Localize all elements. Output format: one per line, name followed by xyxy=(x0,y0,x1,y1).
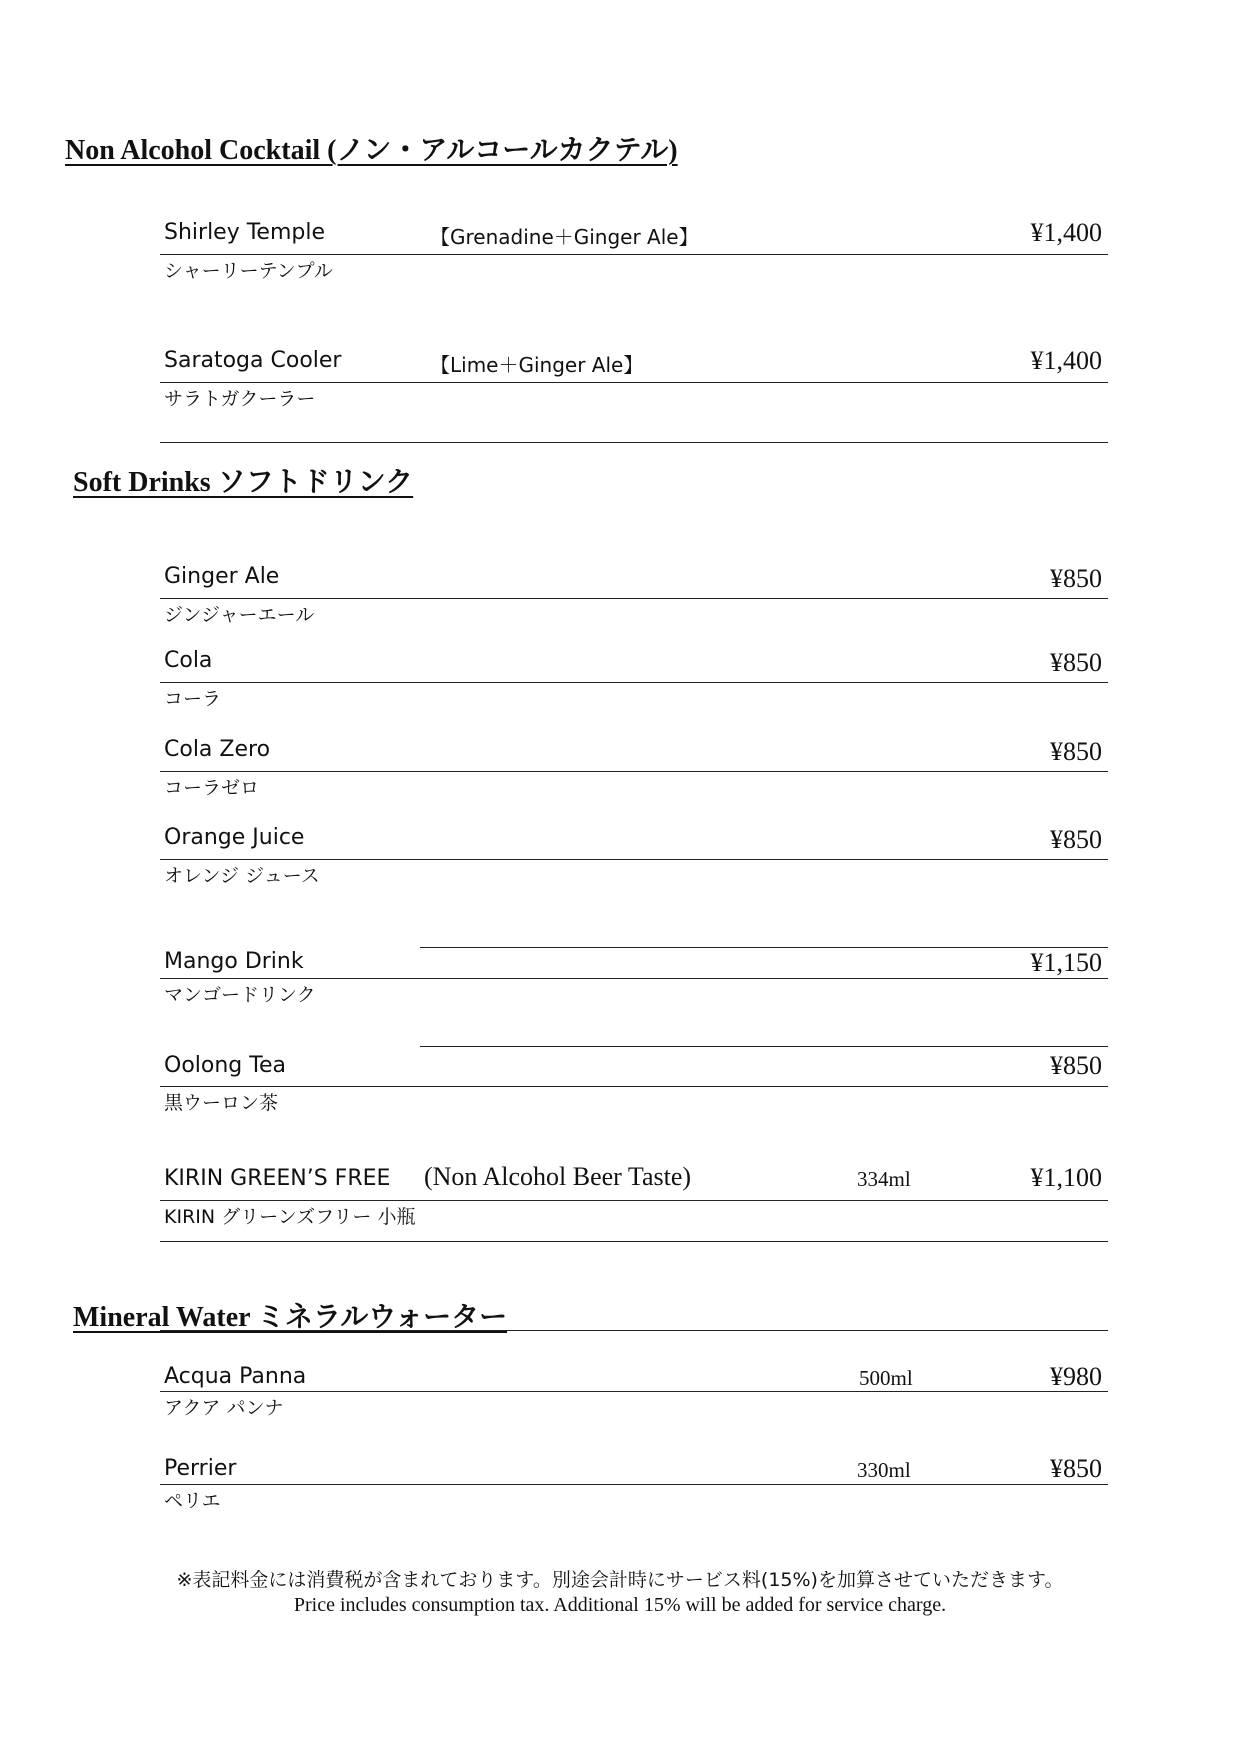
menu-item-name: Orange Juice xyxy=(164,825,305,850)
menu-item-price: ¥1,150 xyxy=(1030,948,1102,977)
menu-item-japanese-name: シャーリーテンプル xyxy=(164,260,333,282)
menu-item-japanese-name: コーラゼロ xyxy=(164,777,260,799)
item-divider xyxy=(160,1200,1108,1201)
item-divider xyxy=(160,254,1108,255)
menu-item-name: Acqua Panna xyxy=(164,1364,307,1389)
menu-item-price: ¥1,400 xyxy=(1030,346,1102,375)
menu-item-name: KIRIN GREEN’S FREE xyxy=(164,1166,391,1191)
section-title-non-alcohol-cocktail: Non Alcohol Cocktail (ノン・アルコールカクテル) xyxy=(65,135,678,166)
menu-item-name: Oolong Tea xyxy=(164,1053,286,1078)
menu-item-japanese-name: ペリエ xyxy=(164,1490,221,1512)
item-divider xyxy=(160,682,1108,683)
item-divider xyxy=(160,598,1108,599)
menu-item-japanese-name: ジンジャーエール xyxy=(164,604,315,626)
menu-item-price: ¥850 xyxy=(1050,1454,1102,1483)
menu-item-price: ¥850 xyxy=(1050,564,1102,593)
section-divider xyxy=(160,1241,1108,1242)
menu-item-name: Ginger Ale xyxy=(164,564,280,589)
item-divider xyxy=(160,1391,1108,1392)
menu-item-note: (Non Alcohol Beer Taste) xyxy=(424,1162,692,1191)
menu-item-name: Mango Drink xyxy=(164,949,304,974)
menu-item-price: ¥850 xyxy=(1050,737,1102,766)
section-title-soft-drinks: Soft Drinks ソフトドリンク xyxy=(73,467,414,498)
item-divider xyxy=(160,771,1108,772)
menu-item-ingredients: 【Grenadine＋Ginger Ale】 xyxy=(430,225,699,249)
menu-item-japanese-name: マンゴードリンク xyxy=(164,984,316,1006)
section-divider xyxy=(160,1330,1108,1331)
menu-item-ingredients: 【Lime＋Ginger Ale】 xyxy=(430,353,644,377)
menu-item-japanese-name: サラトガクーラー xyxy=(164,388,316,410)
menu-item-volume: 334ml xyxy=(857,1167,911,1191)
footer-tax-note-english: Price includes consumption tax. Additional 15% will be added for service charge. xyxy=(293,1594,947,1616)
item-divider xyxy=(160,1484,1108,1485)
menu-item-name: Saratoga Cooler xyxy=(164,348,342,373)
section-title-mineral-water: Mineral Water ミネラルウォーター xyxy=(73,1302,508,1333)
menu-item-volume: 500ml xyxy=(859,1366,913,1390)
item-divider xyxy=(160,1086,1108,1087)
menu-item-price: ¥850 xyxy=(1050,648,1102,677)
menu-item-price: ¥850 xyxy=(1050,1051,1102,1080)
item-divider xyxy=(160,859,1108,860)
menu-item-japanese-name: 黒ウーロン茶 xyxy=(164,1092,279,1114)
menu-item-japanese-name: コーラ xyxy=(164,688,222,710)
menu-item-japanese-name: アクア パンナ xyxy=(164,1397,284,1419)
item-divider xyxy=(160,382,1108,383)
menu-item-japanese-name: KIRIN グリーンズフリー 小瓶 xyxy=(164,1206,416,1228)
menu-item-name: Cola Zero xyxy=(164,737,271,762)
item-divider xyxy=(160,978,1108,979)
menu-item-price: ¥1,100 xyxy=(1030,1163,1102,1192)
footer-tax-note-japanese: ※表記料金には消費税が含まれております。別途会計時にサービス料(15%)を加算させていただきます。 xyxy=(176,1569,1064,1591)
menu-item-name: Perrier xyxy=(164,1456,237,1481)
section-divider xyxy=(160,442,1108,443)
menu-item-price: ¥980 xyxy=(1050,1362,1102,1391)
menu-item-price: ¥850 xyxy=(1050,825,1102,854)
item-divider xyxy=(420,1046,1108,1047)
menu-item-name: Cola xyxy=(164,648,213,673)
menu-item-japanese-name: オレンジ ジュース xyxy=(164,865,320,887)
menu-item-volume: 330ml xyxy=(857,1458,911,1482)
menu-item-price: ¥1,400 xyxy=(1030,218,1102,247)
menu-item-name: Shirley Temple xyxy=(164,220,326,245)
